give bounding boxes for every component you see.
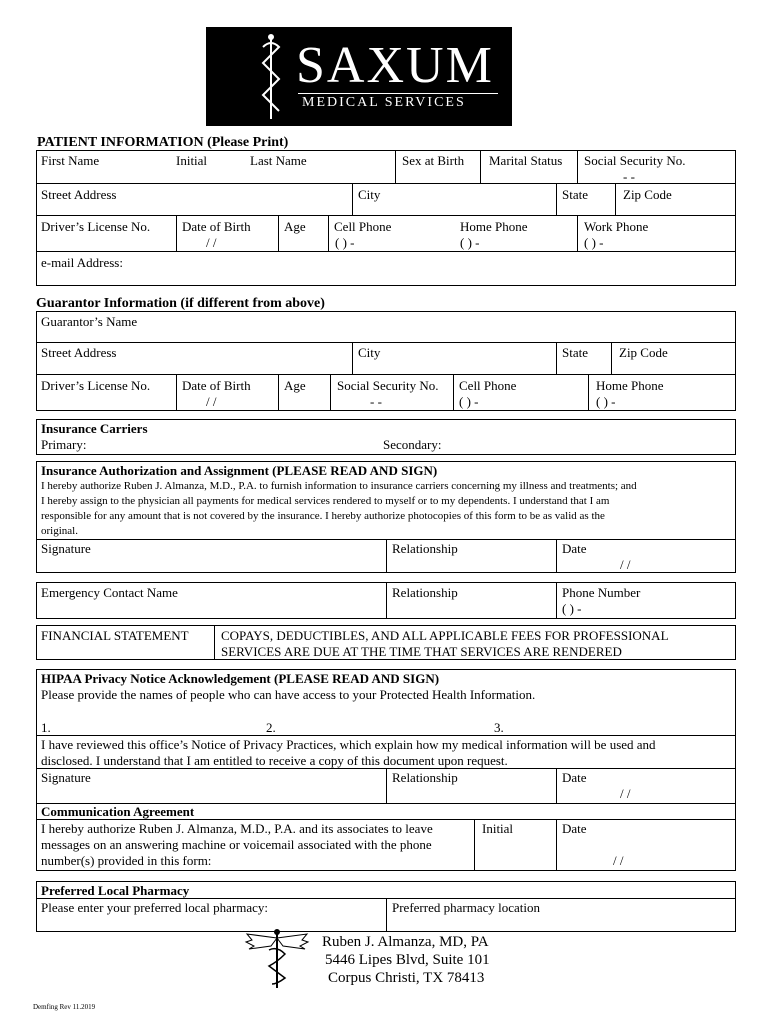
hipaa-line-1: I have reviewed this office’s Notice of Privacy Practices, which explain how my medical information will be used and xyxy=(41,737,656,752)
hipaa-heading: HIPAA Privacy Notice Acknowledgement (PLEASE READ AND SIGN) xyxy=(41,671,440,686)
hipaa-date-field[interactable]: Date xyxy=(562,770,587,785)
footer-name: Ruben J. Almanza, MD, PA xyxy=(322,934,489,950)
authorization-line-3: responsible for any amount that is not covered by the insurance. I hereby authorize photocopies of this form to be as valid as the xyxy=(41,510,605,522)
home-phone-field[interactable]: Home Phone xyxy=(460,219,528,234)
communication-initial-field[interactable]: Initial xyxy=(482,821,514,836)
guarantor-cell-format: ( ) - xyxy=(459,394,479,409)
communication-line-1: I hereby authorize Ruben J. Almanza, M.D., P.A. and its associates to leave xyxy=(41,821,433,836)
guarantor-state-field[interactable]: State xyxy=(562,345,588,360)
home-phone-format: ( ) - xyxy=(460,235,480,250)
footer-street: 5446 Lipes Blvd, Suite 101 xyxy=(325,952,490,968)
secondary-insurance-field[interactable]: Secondary: xyxy=(383,437,442,452)
primary-insurance-field[interactable]: Primary: xyxy=(41,437,87,452)
hipaa-name-3-field[interactable]: 3. xyxy=(494,720,504,735)
hipaa-name-1-field[interactable]: 1. xyxy=(41,720,51,735)
authorization-line-2: I hereby assign to the physician all payments for medical services rendered to myself or to my dependents. I understand that I am xyxy=(41,495,610,507)
financial-label: FINANCIAL STATEMENT xyxy=(41,628,189,643)
first-name-field[interactable]: First Name xyxy=(41,153,100,168)
communication-line-3: number(s) provided in this form: xyxy=(41,853,212,868)
state-field[interactable]: State xyxy=(562,187,588,202)
marital-status-field[interactable]: Marital Status xyxy=(489,153,563,168)
age-field[interactable]: Age xyxy=(284,219,306,234)
financial-line-1: COPAYS, DEDUCTIBLES, AND ALL APPLICABLE FEES FOR PROFESSIONAL xyxy=(221,628,669,643)
hipaa-signature-field[interactable]: Signature xyxy=(41,770,91,785)
authorization-line-1: I hereby authorize Ruben J. Almanza, M.D., P.A. to furnish information to insurance carriers concerning my illness and treatments; and xyxy=(41,480,637,492)
guarantor-heading: Guarantor Information (if different from above) xyxy=(36,296,325,311)
guarantor-cell-field[interactable]: Cell Phone xyxy=(459,378,517,393)
communication-date-format: / / xyxy=(613,853,624,868)
logo-subtitle: MEDICAL SERVICES xyxy=(302,95,466,110)
work-phone-format: ( ) - xyxy=(584,235,604,250)
cell-phone-field[interactable]: Cell Phone xyxy=(334,219,392,234)
logo-title: SAXUM xyxy=(296,37,494,94)
authorization-date-field[interactable]: Date xyxy=(562,541,587,556)
hipaa-date-format: / / xyxy=(620,786,631,801)
guarantor-home-format: ( ) - xyxy=(596,394,616,409)
financial-line-2: SERVICES ARE DUE AT THE TIME THAT SERVICES ARE RENDERED xyxy=(221,644,622,659)
guarantor-ssn-format: - - xyxy=(370,394,382,409)
sex-at-birth-field[interactable]: Sex at Birth xyxy=(402,153,465,168)
patient-heading: PATIENT INFORMATION (Please Print) xyxy=(37,135,289,150)
revision-label: Demfing Rev 11.2019 xyxy=(33,1003,96,1011)
emergency-relationship-field[interactable]: Relationship xyxy=(392,585,458,600)
initial-field[interactable]: Initial xyxy=(176,153,208,168)
guarantor-dob-field[interactable]: Date of Birth xyxy=(182,378,251,393)
guarantor-zip-field[interactable]: Zip Code xyxy=(619,345,668,360)
saxum-logo xyxy=(206,27,512,126)
guarantor-section xyxy=(36,311,736,411)
date-of-birth-field[interactable]: Date of Birth xyxy=(182,219,251,234)
email-field[interactable]: e-mail Address: xyxy=(41,255,123,270)
hipaa-prompt: Please provide the names of people who can have access to your Protected Health Information. xyxy=(41,687,536,702)
caduceus-icon xyxy=(244,928,310,990)
ssn-field[interactable]: Social Security No. xyxy=(584,153,686,168)
guarantor-dl-field[interactable]: Driver’s License No. xyxy=(41,378,151,393)
city-field[interactable]: City xyxy=(358,187,381,202)
authorization-relationship-field[interactable]: Relationship xyxy=(392,541,458,556)
work-phone-field[interactable]: Work Phone xyxy=(584,219,649,234)
caduceus-icon xyxy=(258,33,284,121)
communication-date-field[interactable]: Date xyxy=(562,821,587,836)
pharmacy-location-field[interactable]: Preferred pharmacy location xyxy=(392,900,540,915)
emergency-contact-field[interactable]: Emergency Contact Name xyxy=(41,585,178,600)
drivers-license-field[interactable]: Driver’s License No. xyxy=(41,219,151,234)
footer-city: Corpus Christi, TX 78413 xyxy=(328,970,485,986)
emergency-phone-field[interactable]: Phone Number xyxy=(562,585,641,600)
hipaa-line-2: disclosed. I understand that I am entitled to receive a copy of this document upon request. xyxy=(41,753,508,768)
street-address-field[interactable]: Street Address xyxy=(41,187,117,202)
authorization-heading: Insurance Authorization and Assignment (PLEASE READ AND SIGN) xyxy=(41,463,438,478)
authorization-signature-field[interactable]: Signature xyxy=(41,541,91,556)
communication-heading: Communication Agreement xyxy=(41,804,195,819)
dob-format: / / xyxy=(206,235,217,250)
authorization-line-4: original. xyxy=(41,525,78,537)
insurance-heading: Insurance Carriers xyxy=(41,421,148,436)
pharmacy-name-field[interactable]: Please enter your preferred local pharmacy: xyxy=(41,900,269,915)
pharmacy-heading: Preferred Local Pharmacy xyxy=(41,883,190,898)
guarantor-name-field[interactable]: Guarantor’s Name xyxy=(41,314,138,329)
guarantor-home-field[interactable]: Home Phone xyxy=(596,378,664,393)
guarantor-street-field[interactable]: Street Address xyxy=(41,345,117,360)
communication-line-2: messages on an answering machine or voicemail associated with the phone xyxy=(41,837,432,852)
last-name-field[interactable]: Last Name xyxy=(250,153,307,168)
guarantor-city-field[interactable]: City xyxy=(358,345,381,360)
zip-code-field[interactable]: Zip Code xyxy=(623,187,672,202)
hipaa-name-2-field[interactable]: 2. xyxy=(266,720,276,735)
guarantor-age-field[interactable]: Age xyxy=(284,378,306,393)
ssn-format: - - xyxy=(623,169,635,184)
hipaa-relationship-field[interactable]: Relationship xyxy=(392,770,458,785)
emergency-phone-format: ( ) - xyxy=(562,601,582,616)
guarantor-ssn-field[interactable]: Social Security No. xyxy=(337,378,439,393)
authorization-date-format: / / xyxy=(620,557,631,572)
cell-phone-format: ( ) - xyxy=(335,235,355,250)
guarantor-dob-format: / / xyxy=(206,394,217,409)
